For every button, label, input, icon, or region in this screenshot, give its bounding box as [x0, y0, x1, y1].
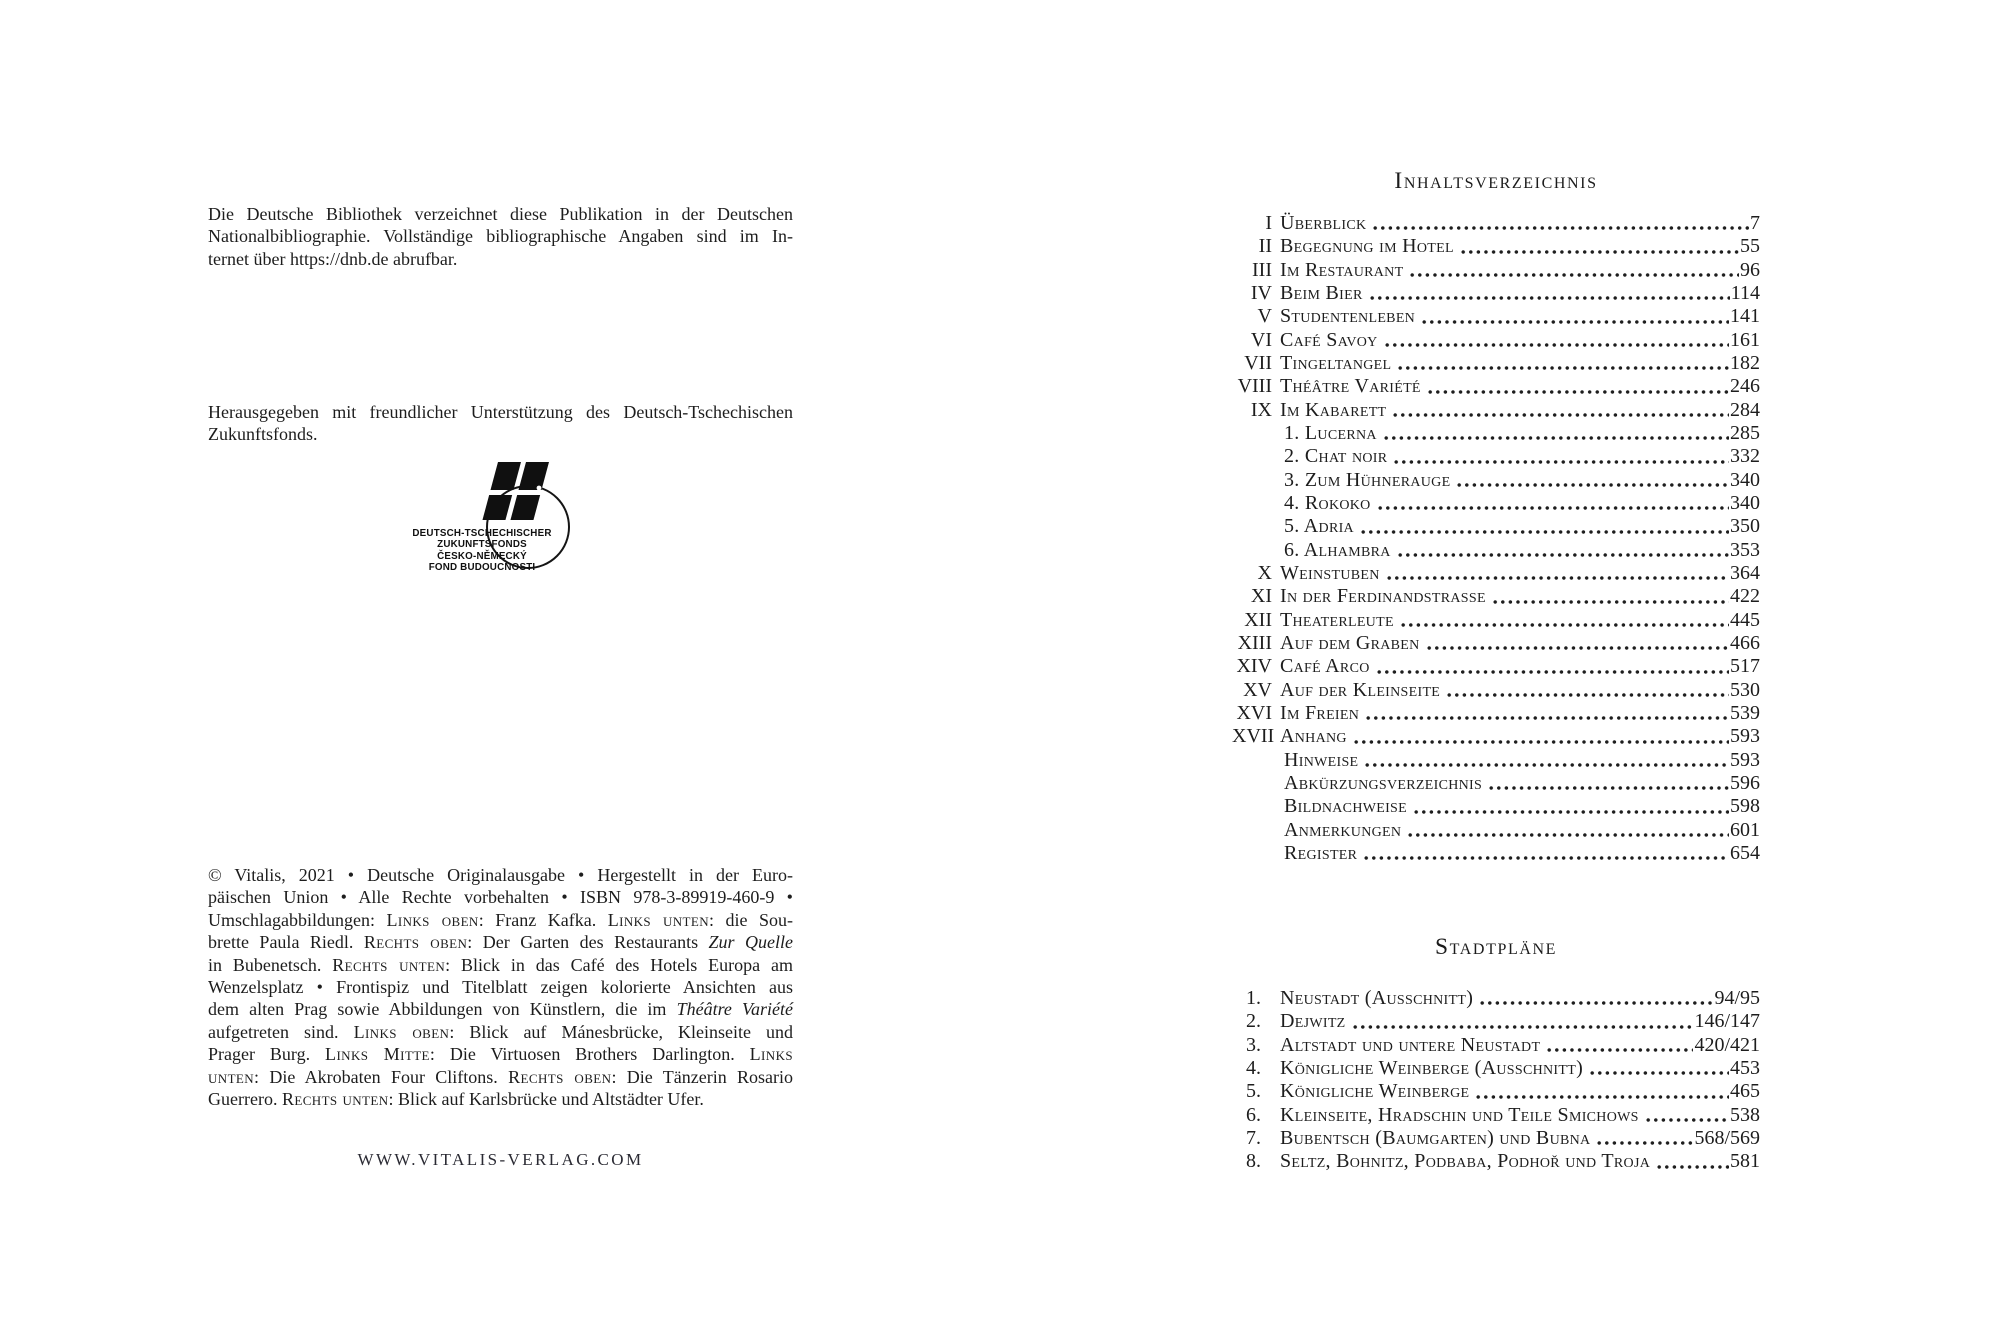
toc-row-page: 146/147	[1694, 1010, 1760, 1033]
plain-text: Prager Burg.	[208, 1044, 326, 1065]
toc-row-label: Studentenleben	[1280, 305, 1416, 328]
toc-row-label: 1. Lucerna	[1284, 421, 1377, 444]
dot-leader-icon	[1480, 1000, 1713, 1006]
italic-text: Théâtre Variété	[676, 999, 793, 1020]
toc-row	[1232, 492, 1760, 515]
dot-leader-icon	[1373, 225, 1749, 231]
toc-row-page: 453	[1730, 1056, 1760, 1079]
toc-row-label: Beim Bier	[1280, 281, 1363, 304]
toc-row-page: 596	[1730, 771, 1760, 794]
plain-text: : Der Garten des Restaurants	[467, 932, 709, 953]
dot-leader-icon	[1422, 319, 1729, 325]
toc-row-page: 422	[1730, 585, 1760, 608]
text-line	[208, 864, 793, 886]
toc-row-page: 114	[1730, 281, 1760, 304]
toc-row-page: 593	[1730, 725, 1760, 748]
toc-row	[1232, 842, 1760, 865]
small-caps-text: Rechts oben	[363, 932, 468, 953]
toc-row-number: III	[1252, 258, 1272, 281]
plain-text: Guerrero.	[208, 1089, 282, 1110]
toc-row-label: 5. Adria	[1284, 515, 1354, 538]
text-line: Zukunftsfonds.	[208, 424, 318, 445]
maps-list	[1232, 987, 1760, 1174]
text-line	[208, 998, 793, 1020]
text-line	[208, 1066, 793, 1088]
text-line	[208, 954, 793, 976]
toc-row-label: Auf dem Graben	[1280, 631, 1420, 654]
text-line	[208, 1021, 793, 1043]
toc-row	[1232, 1150, 1760, 1173]
toc-row-page: 350	[1730, 515, 1760, 538]
toc-row-page: 538	[1730, 1103, 1760, 1126]
toc-row-label: Königliche Weinberge (Ausschnitt)	[1280, 1056, 1584, 1079]
toc-row-page: 530	[1730, 678, 1760, 701]
toc-row	[1232, 749, 1760, 772]
toc-row-number: XIII	[1237, 631, 1272, 654]
toc-row-page: 539	[1730, 701, 1760, 724]
text-line	[208, 976, 793, 998]
toc-row	[1232, 987, 1760, 1010]
small-caps-text: Rechts oben	[508, 1066, 612, 1087]
toc-row	[1232, 819, 1760, 842]
plain-text: : Franz Kafka.	[478, 909, 608, 930]
plain-text: brette Paula Riedl.	[208, 932, 364, 953]
toc-row-page: 246	[1730, 375, 1760, 398]
support-note	[208, 401, 793, 446]
toc-row	[1232, 702, 1760, 725]
toc-row-page: 353	[1730, 538, 1760, 561]
dot-leader-icon	[1394, 459, 1729, 465]
toc-row	[1232, 725, 1760, 748]
toc-row-page: 96	[1740, 258, 1760, 281]
toc-row	[1232, 352, 1760, 375]
small-caps-text: Links	[749, 1044, 793, 1065]
small-caps-text: Links unten	[607, 909, 709, 930]
city-maps-list	[1232, 934, 1760, 1174]
dot-leader-icon	[1461, 249, 1739, 255]
toc-row	[1232, 562, 1760, 585]
toc-row-label: Königliche Weinberge	[1280, 1080, 1470, 1103]
toc-row-label: Im Kabarett	[1280, 398, 1387, 421]
small-caps-text: Rechts unten	[332, 954, 446, 975]
dot-leader-icon	[1378, 505, 1729, 511]
toc-row-label: Café Arco	[1280, 655, 1370, 678]
toc-row	[1232, 1057, 1760, 1080]
toc-row-label: In der Ferdinandstrasse	[1280, 585, 1486, 608]
toc-row-page: 161	[1730, 328, 1760, 351]
toc-row	[1232, 259, 1760, 282]
plain-text: päischen Union • Alle Rechte vorbehalten • ISBN 978-3-89919-460-9 •	[208, 887, 793, 908]
plain-text: in Bubenetsch.	[208, 954, 333, 975]
toc-row-number: XVII	[1232, 725, 1275, 748]
dot-leader-icon	[1384, 435, 1729, 441]
plain-text: : Die Tänzerin Rosario	[611, 1066, 794, 1087]
toc-row-page: 445	[1730, 608, 1760, 631]
plain-text: aufgetreten sind.	[208, 1021, 354, 1042]
dot-leader-icon	[1398, 365, 1729, 371]
fund-logo-caption-line: FOND BUDOUCNOSTI	[428, 562, 536, 574]
toc-row-page: 340	[1730, 491, 1760, 514]
dot-leader-icon	[1354, 739, 1729, 745]
toc-row-label: Register	[1284, 841, 1358, 864]
fund-logo-caption-line: ZUKUNFTSFONDS	[437, 539, 527, 551]
toc-row-page: 465	[1730, 1080, 1760, 1103]
dot-leader-icon	[1447, 692, 1729, 698]
toc-row	[1232, 375, 1760, 398]
dot-leader-icon	[1387, 575, 1729, 581]
toc-row-number: I	[1265, 212, 1272, 234]
toc-row-label: Kleinseite, Hradschin und Teile Smichows	[1280, 1103, 1639, 1126]
dot-leader-icon	[1489, 785, 1729, 791]
toc-row-number: VI	[1250, 328, 1272, 351]
toc-row	[1232, 655, 1760, 678]
plain-text: : Blick auf Mánesbrücke, Kleinseite und	[449, 1021, 794, 1042]
italic-text: Zur Quelle	[708, 932, 794, 953]
toc-row-page: 284	[1730, 398, 1760, 421]
toc-row-label: Im Restaurant	[1280, 258, 1404, 281]
dot-leader-icon	[1428, 389, 1729, 395]
toc-row-label: Café Savoy	[1280, 328, 1378, 351]
toc-row-label: Begegnung im Hotel	[1280, 235, 1454, 258]
fund-logo-caption-line: DEUTSCH-TSCHECHISCHER	[412, 528, 552, 539]
dnb-note	[208, 203, 793, 270]
toc-row-number: IX	[1250, 398, 1272, 421]
toc-row	[1232, 329, 1760, 352]
toc-row	[1232, 282, 1760, 305]
text-line: Die Deutsche Bibliothek verzeichnet diese Publikation in der Deutschen	[208, 204, 793, 224]
toc-row-number: XVI	[1236, 701, 1272, 724]
plain-text: : Blick auf Karlsbrücke und Altstädter Ufer.	[388, 1089, 704, 1110]
toc-row	[1232, 469, 1760, 492]
toc-row-number: 5.	[1246, 1080, 1261, 1103]
small-caps-text: unten	[208, 1066, 255, 1087]
toc-row-page: 517	[1730, 655, 1760, 678]
toc-row-label: 2. Chat noir	[1284, 445, 1388, 468]
dot-leader-icon	[1370, 295, 1730, 301]
toc-row-label: Anhang	[1280, 725, 1347, 748]
toc-row-label: Bildnachweise	[1284, 795, 1407, 818]
toc-row-label: 4. Rokoko	[1284, 491, 1371, 514]
dot-leader-icon	[1646, 1117, 1729, 1123]
toc-row-number: II	[1258, 235, 1272, 258]
toc-row-label: 6. Alhambra	[1284, 538, 1391, 561]
dot-leader-icon	[1385, 342, 1729, 348]
toc-row	[1232, 399, 1760, 422]
toc-row-label: Théâtre Variété	[1280, 375, 1421, 398]
toc-row-number: 8.	[1246, 1150, 1261, 1173]
toc-row-page: 94/95	[1714, 987, 1760, 1009]
fund-logo-caption-line: ČESKO-NĚMECKÝ	[437, 550, 527, 562]
dot-leader-icon	[1590, 1070, 1729, 1076]
text-line	[208, 886, 793, 908]
toc-row-number: X	[1257, 561, 1272, 584]
toc-row	[1232, 772, 1760, 795]
toc-row-number: 4.	[1246, 1056, 1261, 1079]
toc-row-label: Überblick	[1280, 212, 1367, 234]
toc-row-page: 364	[1730, 561, 1760, 584]
toc-row-page: 598	[1730, 795, 1760, 818]
plain-text: dem alten Prag sowie Abbildungen von Künstlern, die im	[208, 999, 677, 1020]
toc-row-number: 2.	[1246, 1010, 1261, 1033]
toc-row-page: 285	[1730, 421, 1760, 444]
dot-leader-icon	[1547, 1047, 1693, 1053]
toc-row	[1232, 795, 1760, 818]
toc-row	[1232, 632, 1760, 655]
toc-row-page: 568/569	[1694, 1126, 1760, 1149]
dot-leader-icon	[1414, 809, 1729, 815]
toc-row	[1232, 1010, 1760, 1033]
toc-row	[1232, 539, 1760, 562]
toc-row-number: 1.	[1246, 987, 1261, 1009]
text-line	[208, 909, 793, 931]
small-caps-text: Links oben	[386, 909, 479, 930]
small-caps-text: Links oben	[353, 1021, 450, 1042]
toc-row-page: 141	[1730, 305, 1760, 328]
toc-row	[1232, 679, 1760, 702]
small-caps-text: Rechts unten	[281, 1089, 389, 1110]
toc-row-label: Anmerkungen	[1284, 818, 1402, 841]
toc-row-number: 6.	[1246, 1103, 1261, 1126]
toc-row	[1232, 515, 1760, 538]
toc-row-label: Im Freien	[1280, 701, 1360, 724]
text-line	[208, 931, 793, 953]
dot-leader-icon	[1393, 412, 1729, 418]
toc-row	[1232, 1104, 1760, 1127]
toc-row	[1232, 585, 1760, 608]
dot-leader-icon	[1353, 1024, 1694, 1030]
toc-title: Inhaltsverzeichnis	[1394, 168, 1598, 194]
dot-leader-icon	[1365, 762, 1729, 768]
plain-text: Umschlagabbildungen:	[208, 909, 387, 930]
toc-row	[1232, 609, 1760, 632]
toc-row-page: 7	[1750, 212, 1760, 234]
toc-list	[1232, 212, 1760, 865]
toc-row-label: 3. Zum Hühnerauge	[1284, 468, 1451, 491]
toc-row-label: Weinstuben	[1280, 561, 1380, 584]
toc-row-number: 3.	[1246, 1033, 1261, 1056]
toc-row-number: XIV	[1236, 655, 1272, 678]
text-line	[208, 1088, 793, 1110]
toc-row-label: Theaterleute	[1280, 608, 1394, 631]
dot-leader-icon	[1476, 1094, 1729, 1100]
toc-row-label: Abkürzungsverzeichnis	[1284, 771, 1483, 794]
toc-row	[1232, 1034, 1760, 1057]
small-caps-text: Links Mitte	[325, 1044, 430, 1065]
copyright-note	[208, 864, 793, 1110]
toc-row-label: Tingeltangel	[1280, 351, 1392, 374]
plain-text: © Vitalis, 2021 • Deutsche Originalausgabe • Hergestellt in der Euro-	[208, 865, 793, 885]
dot-leader-icon	[1364, 855, 1729, 861]
toc-row-number: XI	[1250, 585, 1272, 608]
dot-leader-icon	[1657, 1164, 1729, 1170]
text-line	[208, 1043, 793, 1065]
text-line: ternet über https://dnb.de abrufbar.	[208, 248, 458, 269]
toc-row-page: 581	[1730, 1150, 1760, 1173]
plain-text: Wenzelsplatz • Frontispiz und Titelblatt zeigen kolorierte Ansichten aus	[208, 977, 793, 998]
toc-row	[1232, 422, 1760, 445]
dot-leader-icon	[1410, 272, 1739, 278]
toc-row	[1232, 1080, 1760, 1103]
toc-row-label: Seltz, Bohnitz, Podbaba, Podhoř und Troja	[1280, 1150, 1651, 1173]
text-line: Nationalbibliographie. Vollständige bibliographische Angaben sind im In-	[208, 226, 793, 247]
dot-leader-icon	[1408, 832, 1729, 838]
fund-logo-caption	[398, 528, 566, 574]
dot-leader-icon	[1361, 529, 1729, 535]
dot-leader-icon	[1493, 599, 1729, 605]
toc-row	[1232, 445, 1760, 468]
fund-logo	[398, 452, 610, 584]
toc-row-page: 182	[1730, 351, 1760, 374]
toc-row-number: IV	[1250, 281, 1272, 304]
maps-title: Stadtpläne	[1435, 934, 1557, 960]
dot-leader-icon	[1377, 669, 1729, 675]
toc-row	[1232, 235, 1760, 258]
toc-row-number: XV	[1243, 678, 1272, 701]
toc-row-number: VII	[1244, 351, 1272, 374]
toc-row-label: Neustadt (Ausschnitt)	[1280, 987, 1474, 1009]
toc-row-page: 466	[1730, 631, 1760, 654]
toc-row-label: Dejwitz	[1280, 1010, 1346, 1033]
plain-text: : Blick in das Café des Hotels Europa am	[445, 954, 793, 975]
toc-row-label: Auf der Kleinseite	[1280, 678, 1441, 701]
table-of-contents	[1232, 168, 1760, 865]
toc-row-page: 55	[1740, 235, 1760, 258]
dot-leader-icon	[1398, 552, 1729, 558]
toc-row-page: 601	[1730, 818, 1760, 841]
toc-row	[1232, 305, 1760, 328]
toc-row-page: 340	[1730, 468, 1760, 491]
toc-row-page: 593	[1730, 748, 1760, 771]
dot-leader-icon	[1401, 622, 1729, 628]
toc-row-page: 332	[1730, 445, 1760, 468]
toc-row	[1232, 212, 1760, 235]
toc-row-number: VIII	[1237, 375, 1272, 398]
plain-text: : die Sou-	[709, 909, 794, 930]
toc-row-label: Bubentsch (Baumgarten) und Bubna	[1280, 1126, 1591, 1149]
publisher-website: WWW.VITALIS-VERLAG.COM	[357, 1150, 644, 1169]
text-line: Herausgegeben mit freundlicher Unterstützung des Deutsch-Tschechischen	[208, 402, 793, 422]
dot-leader-icon	[1427, 645, 1729, 651]
dot-leader-icon	[1457, 482, 1729, 488]
plain-text: : Die Akrobaten Four Cliftons.	[254, 1066, 509, 1087]
toc-row-page: 654	[1730, 841, 1760, 864]
plain-text: : Die Virtuosen Brothers Darlington.	[429, 1044, 750, 1065]
toc-row-number: 7.	[1246, 1126, 1261, 1149]
toc-row	[1232, 1127, 1760, 1150]
toc-row-page: 420/421	[1694, 1033, 1760, 1056]
toc-row-number: V	[1257, 305, 1272, 328]
toc-row-label: Altstadt und untere Neustadt	[1280, 1033, 1541, 1056]
toc-row-label: Hinweise	[1284, 748, 1359, 771]
dot-leader-icon	[1597, 1140, 1693, 1146]
dot-leader-icon	[1366, 715, 1729, 721]
toc-row-number: XII	[1244, 608, 1272, 631]
